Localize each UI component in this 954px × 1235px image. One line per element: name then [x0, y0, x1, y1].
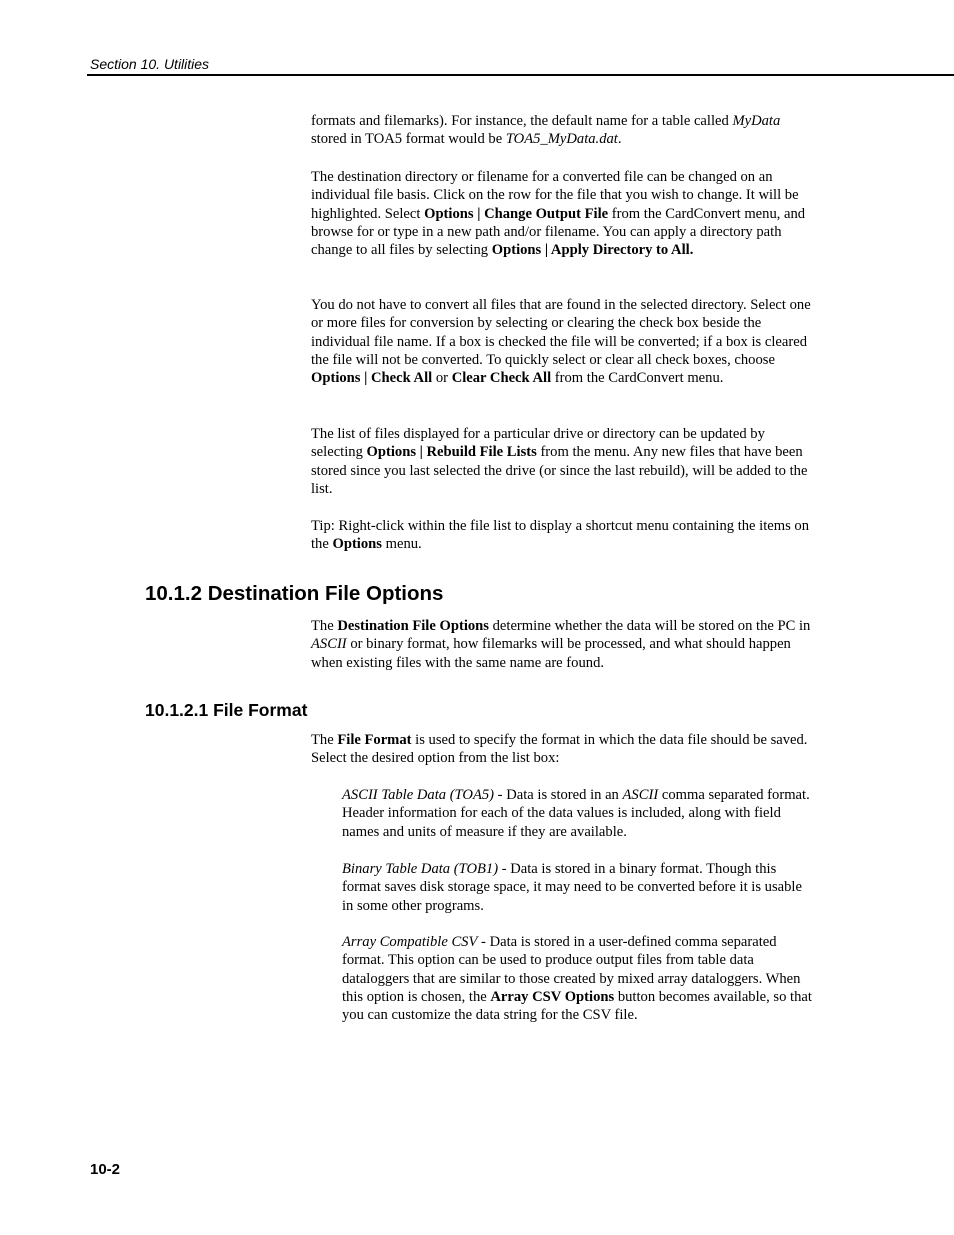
subsection-intro: The File Format is used to specify the format in which the data file should be saved. Select the desired option from the list box: [311, 732, 808, 767]
option-binary-tob1: Binary Table Data (TOB1) - Data is stored in a binary format. Though this format saves disk storage space, it may need to be converted before it is usable in some other programs. [342, 861, 802, 914]
option-ascii-toa5: ASCII Table Data (TOA5) - Data is stored in an ASCII comma separated format. Header information for each of the data values is included, along with field names and units of measure if they are available. [342, 787, 810, 840]
section-heading: 10.1.2 Destination File Options [145, 582, 444, 605]
running-head: Section 10. Utilities [90, 56, 210, 72]
paragraph-tip: Tip: Right-click within the file list to display a shortcut menu containing the items on the Options menu. [311, 518, 810, 553]
section-intro: The Destination File Options determine whether the data will be stored on the PC in ASCII or binary format, how filemarks will be processed, and what should happen when existing files with the same name are found. [311, 618, 811, 671]
paragraph-change-output: The destination directory or filename for a converted file can be changed on an individual file basis. Click on the row for the file that you wish to change. It will be highlighted. Select Options | Change Output File from the CardConvert menu, and browse for or type in a new path and/or filename. You can apply a directory path change to all files by selecting Options | Apply Directory to All. [311, 169, 806, 259]
subsection-heading: 10.1.2.1 File Format [145, 700, 308, 720]
paragraph-rebuild-lists: The list of files displayed for a particular drive or directory can be updated by selecting Options | Rebuild File Lists from the menu. Any new files that have been stored since you last selected the drive (or since the last rebuild), will be added to the list. [311, 426, 808, 497]
header-rule [87, 74, 954, 76]
paragraph-check-boxes: You do not have to convert all files that are found in the selected directory. Select one or more files for conversion by selecting or clearing the check box beside the individual file name. If a box is checked the file will be converted; if a box is cleared the file will not be converted. To quickly select or clear all check boxes, choose Options | Check All or Clear Check All from the CardConvert menu. [311, 297, 811, 387]
option-array-csv: Array Compatible CSV - Data is stored in a user-defined comma separated format. This option can be used to produce output files from table data dataloggers that are similar to those created by mixed array dataloggers. When this option is chosen, the Array CSV Options button becomes available, so that you can customize the data string for the CSV file. [342, 934, 812, 1024]
paragraph-default-filename: formats and filemarks). For instance, the default name for a table called MyData stored in TOA5 format would be TOA5_MyData.dat. [311, 113, 781, 148]
page-number: 10-2 [90, 1161, 121, 1178]
